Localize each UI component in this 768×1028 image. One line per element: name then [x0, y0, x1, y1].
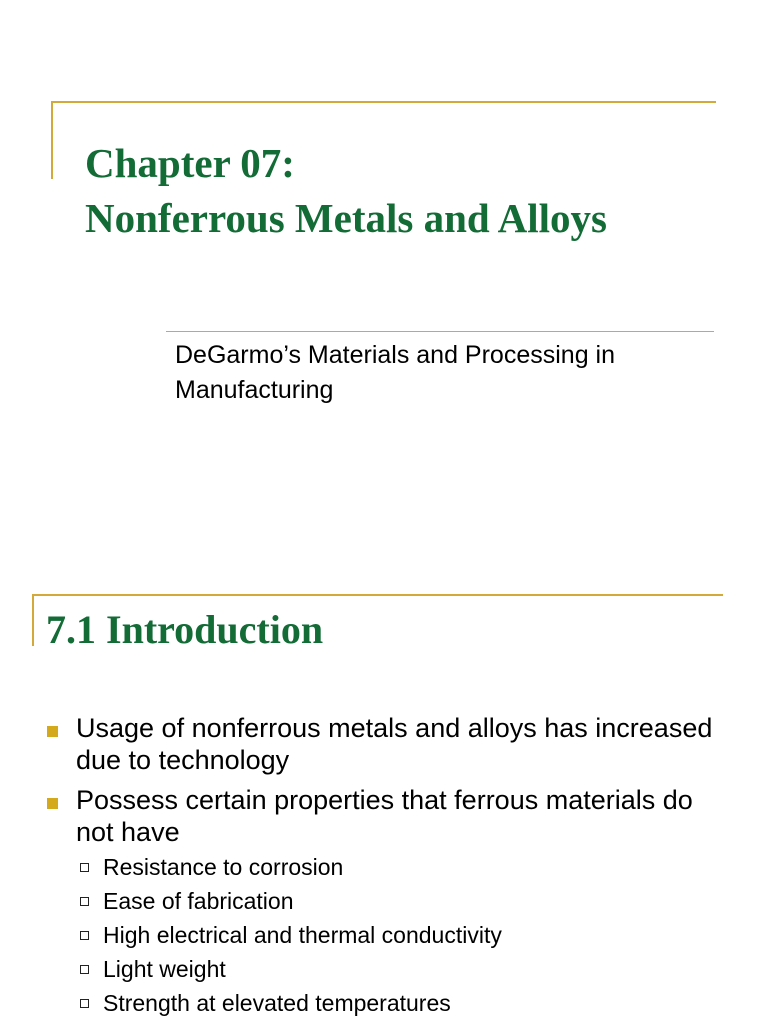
sub-list-item: [76, 918, 728, 952]
title-frame-left-rule: [51, 101, 53, 179]
sub-bullet-text: Strength at elevated temperatures: [103, 990, 451, 1016]
title-frame-top-rule: [51, 101, 716, 103]
section-title: 7.1 Introduction: [46, 607, 324, 652]
hollow-square-bullet-icon: [80, 863, 89, 872]
sub-list-item: [76, 850, 728, 884]
sub-bullet-text: Light weight: [103, 956, 226, 982]
sub-list-item: [76, 884, 728, 918]
sub-bullet-list: [76, 850, 728, 1020]
sub-list-item: [76, 952, 728, 986]
bullet-text: Usage of nonferrous metals and alloys has increased due to technology: [76, 713, 713, 775]
section-frame-left-rule: [32, 594, 34, 646]
hollow-square-bullet-icon: [80, 897, 89, 906]
sub-bullet-text: High electrical and thermal conductivity: [103, 922, 502, 948]
square-bullet-icon: [47, 726, 58, 737]
sub-list-item: [76, 986, 728, 1020]
sub-bullet-text: Ease of fabrication: [103, 888, 294, 914]
hollow-square-bullet-icon: [80, 931, 89, 940]
section-frame-top-rule: [32, 594, 723, 596]
bullet-list: [0, 712, 768, 1028]
chapter-title: [85, 136, 607, 246]
sub-bullet-text: Resistance to corrosion: [103, 854, 344, 880]
square-bullet-icon: [47, 798, 58, 809]
chapter-title-line-1: Chapter 07:: [85, 140, 295, 186]
chapter-title-line-2: Nonferrous Metals and Alloys: [85, 195, 608, 241]
list-item: [0, 712, 768, 776]
subtitle-rule: [166, 331, 714, 332]
hollow-square-bullet-icon: [80, 999, 89, 1008]
hollow-square-bullet-icon: [80, 965, 89, 974]
book-subtitle: DeGarmo’s Materials and Processing in Manufacturing: [175, 341, 616, 404]
list-item: [0, 784, 768, 1020]
bullet-text: Possess certain properties that ferrous materials do not have: [76, 785, 693, 847]
